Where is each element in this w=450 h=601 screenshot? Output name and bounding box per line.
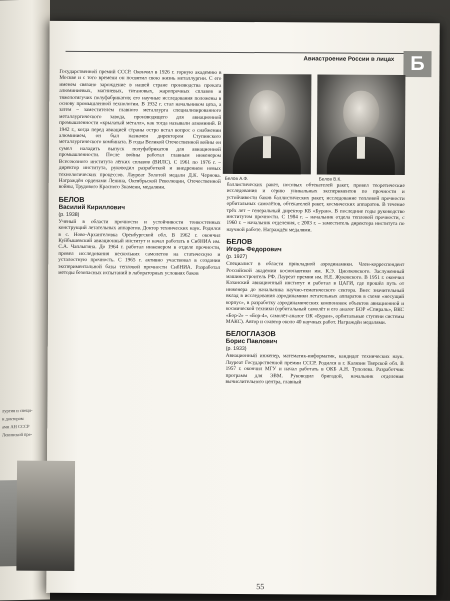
bio-given-name: Игорь Федорович: [226, 246, 282, 254]
continued-bio-text: Государственной премий СССР. Окончил в 1926 г. горную академию в Москве и с того времени он посвятил свою жизнь металлургии. С его именем связано зарождение в нашей стране производства проката алюминиевых, магниевых, титановых, жаропрочных сплавов и тяжелотягучих полуфабрикатов; его научные исследования положены в основу промышленной технологии. В 1932 г. стал начальником цеха, а затем – заместителем главного металлурга специализированного металлургического завода, производящего для авиационной промышленности «крылатый металл», как тогда называли алюминий. В 1942 г., когда перед авиацией страны остро встал вопрос о снабжении алюминием, он был назначен директором Ступинского металлургического комбината. В годы Великой Отечественной войны он сумел наладить выпуск полуфабрикатов для авиационной промышленности. После войны работал главным инженером Всесоюзного института лёгких сплавов (ВИЛС). С 1961 по 1976 г. – директор института, руководил разработкой и внедрением новых технологических процессов. Лауреат Золотой медали Д.К. Чернова. Награждён орденами Ленина, Октябрьской Революции, Отечественной войны, Трудового Красного Знамени, медалями.: [58, 68, 222, 191]
bio-given-name: Борис Павлович: [225, 338, 278, 346]
left-column: [58, 69, 221, 278]
portrait-tie: [263, 136, 271, 158]
section-letter: Б: [403, 51, 431, 77]
running-header: Авиастроение России в лицах: [303, 56, 395, 63]
right-column: [226, 182, 405, 387]
bio-surname: БЕЛОВ: [226, 237, 253, 247]
bio-portrait-photo: [16, 461, 75, 571]
bio-given-name: Василий Кириллович: [58, 203, 125, 211]
left-page-text: и доктором: [2, 415, 24, 422]
photo-caption: Белов В.К.: [318, 176, 342, 182]
photo-caption: Белов А.Ф.: [224, 175, 249, 182]
page-number: 55: [256, 582, 265, 592]
portrait-photos: [219, 74, 408, 185]
portrait-tie: [357, 137, 365, 159]
bio-text: Ученый в области прочности и устойчивости тонкостенных конструкций летательных аппаратов. Доктор технических наук. Родился в с. Ново-Архангеловка Оренбургской обл. В 1962 г. окончил Куйбышевский авиационный институт и начал работать в СибНИА им. С.А. Чаплыгина. До 1964 г. работал инженером в отделе прочности, провел исследования нескольких самолетов на статическую и усталостную прочность. С 1965 г. активно участвовал в создании экспериментальной базы тепловой прочности СибНИА. Разработал методы безопасных испытаний в лабораторных условиях баков: [58, 218, 221, 277]
bio-years: (р. 1933): [225, 346, 247, 353]
left-page-text: Ленинской пре-: [2, 431, 33, 438]
header-rule: [66, 51, 406, 54]
bio-text: Авиационный инженер, математик-информатик, кандидат технических наук. Лауреат Государственной премии СССР. Родился в г. Калязин Тверской обл. В 1957 г. окончил МГУ и начал работать в ОКБ А.Н. Туполева. Разработчик программ для ЭВМ. Руководил бригадой, начальник отделения вычислительного центра, главный: [225, 353, 404, 386]
bio-years: (р. 1927): [226, 254, 248, 261]
bio-years: (р. 1938): [58, 211, 80, 218]
bio-text: Специалист в области прикладной аэродинамики. Член-корреспондент Российской академии космонавтики им. К.Э. Циолковского. Заслуженный машиностроитель РФ. Лауреат премии им. Н.Е. Жуковского. В 1951 г. окончил Казанский авиационный институт и работал в ЦАГИ, где прошёл путь от инженера до начальника научно-тематического сектора. Внес значительный вклад в исследования аэродинамики летательных аппаратов в схеме «несущий корпус», в разработку аэродинамических компоновок объектов авиационной и космической техники (орбитальный самолёт и его аналог БОР «Спираль», ВКС «Бор-2» – «Бор-4», самолёт-аналог ОК «Буран», орбитальные ступени системы МАКС). Автор и соавтор около 40 научных работ. Награждён медалями.: [225, 261, 405, 326]
portrait-head: [343, 91, 379, 135]
left-page-text: ами АН СССР: [2, 423, 30, 430]
bio-surname: БЕЛОГЛАЗОВ: [225, 329, 276, 339]
bio-surname: БЕЛОВ: [58, 194, 85, 204]
portrait-photo: [317, 74, 406, 175]
portrait-photo: [223, 74, 312, 175]
continued-bio-text: баллистических ракет, носовых обтекателей ракет, провел теоретические исследования и серию уникальных экспериментов по прочности и устойчивости баков баллистических ракет, исследование тепловой прочности орбитальных самолётов, обтекателей ракет, космических аппаратов. В течение трёх лет – генеральный директор КБ «Буран». В последние годы руководство институтом прочности. С 1984 г. – начальник отдела тепловой прочности, с 1960 г. – начальник отделения, с 2003 г. – заместитель директора института по научной работе. Награждён медалями.: [226, 181, 405, 234]
left-page-text: лургия и специ-: [2, 407, 33, 414]
book-page: [46, 21, 439, 595]
portrait-head: [249, 90, 285, 134]
